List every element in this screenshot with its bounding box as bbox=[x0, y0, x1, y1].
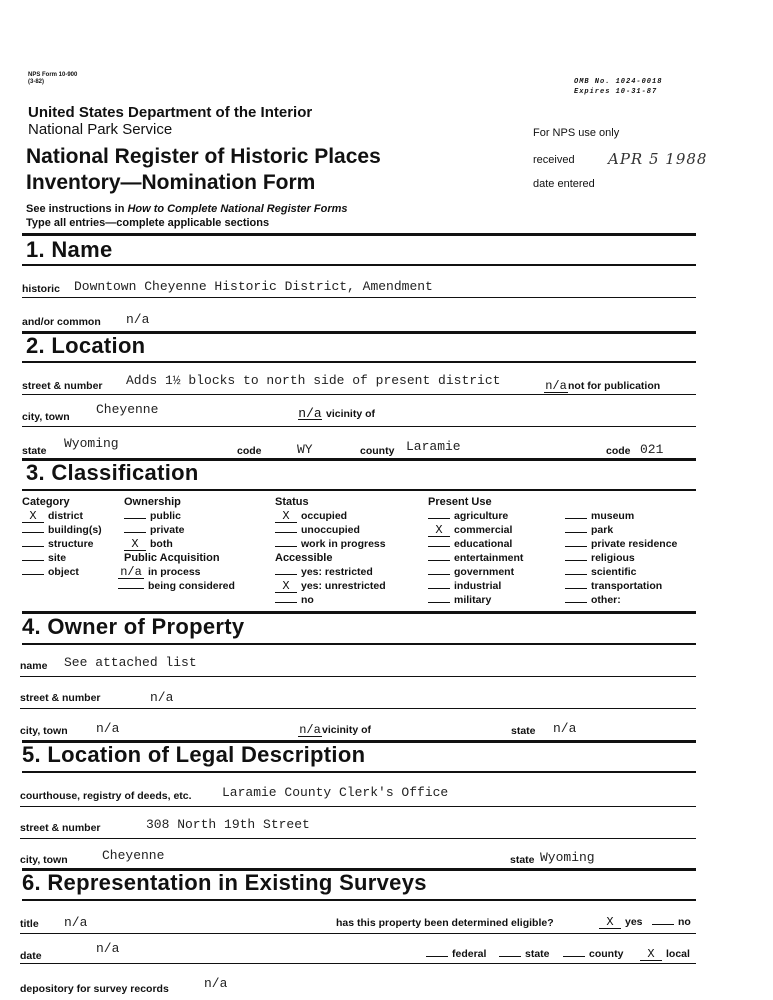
status-unoccupied bbox=[275, 524, 386, 538]
location-city-line bbox=[22, 426, 696, 427]
eligible-no-mark bbox=[652, 924, 674, 925]
survey-county bbox=[563, 948, 623, 960]
use-mark bbox=[428, 574, 450, 575]
acquisition-label: in process bbox=[148, 566, 201, 578]
instructions-prefix: See instructions in bbox=[26, 203, 128, 215]
category-mark bbox=[22, 546, 44, 547]
acquisition-being-considered bbox=[118, 580, 235, 594]
status-work-in-progress bbox=[275, 538, 386, 552]
category-mark bbox=[22, 532, 44, 533]
accessible-head: Accessible bbox=[275, 552, 333, 564]
historic-label: historic bbox=[22, 283, 60, 295]
owner-vicinity-mark: n/a bbox=[299, 723, 321, 737]
survey-title-line bbox=[20, 933, 696, 934]
survey-federal bbox=[426, 948, 486, 960]
use-label: industrial bbox=[454, 580, 502, 592]
present-use-col2 bbox=[565, 510, 677, 608]
use-entertainment bbox=[428, 552, 523, 566]
eligible-yes bbox=[599, 916, 643, 929]
survey-county-mark bbox=[563, 956, 585, 957]
omb-number: OMB No. 1024-0018 bbox=[574, 78, 663, 86]
owner-name-line bbox=[20, 676, 696, 677]
accessible-mark bbox=[275, 602, 297, 603]
not-publication-mark: n/a bbox=[545, 379, 567, 393]
use-mark bbox=[565, 518, 587, 519]
legal-city-label: city, town bbox=[20, 854, 68, 866]
status-mark bbox=[275, 546, 297, 547]
date-entered-label: date entered bbox=[533, 178, 595, 190]
section-1-rule bbox=[22, 233, 696, 236]
location-code-label: code bbox=[237, 445, 262, 457]
use-private-residence bbox=[565, 538, 677, 552]
owner-vicinity-label: vicinity of bbox=[322, 724, 372, 736]
category-label: district bbox=[48, 510, 84, 522]
category-structure bbox=[22, 538, 102, 552]
status-head: Status bbox=[275, 496, 309, 508]
legal-city-value: Cheyenne bbox=[102, 848, 165, 863]
location-city-value: Cheyenne bbox=[96, 402, 159, 417]
use-mark bbox=[428, 602, 450, 603]
received-label: received bbox=[533, 154, 575, 166]
status-list bbox=[275, 510, 386, 552]
use-label: military bbox=[454, 594, 492, 606]
use-agriculture bbox=[428, 510, 523, 524]
use-label: other: bbox=[591, 594, 621, 606]
instructions-italic: How to Complete National Register Forms bbox=[127, 203, 348, 215]
use-mark bbox=[565, 574, 587, 575]
status-mark bbox=[275, 532, 297, 533]
acquisition-head: Public Acquisition bbox=[124, 552, 220, 564]
category-label: site bbox=[48, 552, 67, 564]
category-list bbox=[22, 510, 102, 580]
section-2-title: 2. Location bbox=[26, 333, 146, 358]
location-street-value: Adds 1½ blocks to north side of present district bbox=[126, 373, 501, 388]
eligible-no bbox=[652, 916, 691, 928]
ownership-label: private bbox=[150, 524, 185, 536]
legal-street-label: street & number bbox=[20, 822, 101, 834]
use-park bbox=[565, 524, 677, 538]
section-6-underline bbox=[22, 899, 696, 901]
category-buildings bbox=[22, 524, 102, 538]
status-label: occupied bbox=[301, 510, 348, 522]
use-mark bbox=[565, 560, 587, 561]
owner-city-label: city, town bbox=[20, 725, 68, 737]
status-label: work in progress bbox=[301, 538, 386, 550]
use-mark: X bbox=[428, 525, 450, 537]
category-mark: X bbox=[22, 511, 44, 523]
use-mark bbox=[565, 532, 587, 533]
survey-state-mark bbox=[499, 956, 521, 957]
common-value: n/a bbox=[126, 312, 150, 327]
location-county-label: county bbox=[360, 445, 395, 457]
location-code-value: WY bbox=[297, 442, 313, 457]
use-mark bbox=[565, 546, 587, 547]
section-5-underline bbox=[22, 771, 696, 773]
survey-county-label: county bbox=[589, 948, 624, 960]
accessible-mark: X bbox=[275, 581, 297, 593]
use-commercial bbox=[428, 524, 523, 538]
use-mark bbox=[428, 560, 450, 561]
status-occupied bbox=[275, 510, 386, 524]
use-mark bbox=[428, 588, 450, 589]
owner-street-value: n/a bbox=[150, 690, 174, 705]
status-mark: X bbox=[275, 511, 297, 523]
owner-name-label: name bbox=[20, 660, 48, 672]
category-label: structure bbox=[48, 538, 94, 550]
courthouse-line bbox=[20, 806, 696, 807]
accessible-no bbox=[275, 594, 386, 608]
survey-federal-label: federal bbox=[452, 948, 487, 960]
location-state-label: state bbox=[22, 445, 47, 457]
survey-local-label: local bbox=[666, 948, 690, 960]
section-4-underline bbox=[22, 643, 696, 645]
accessible-label: yes: unrestricted bbox=[301, 580, 386, 592]
use-label: entertainment bbox=[454, 552, 524, 564]
not-publication-label: not for publication bbox=[568, 380, 661, 392]
use-scientific bbox=[565, 566, 677, 580]
legal-state-value: Wyoming bbox=[540, 850, 595, 865]
section-3-underline bbox=[22, 489, 696, 491]
location-vicinity bbox=[298, 408, 375, 420]
section-5-title: 5. Location of Legal Description bbox=[22, 742, 366, 767]
use-label: transportation bbox=[591, 580, 663, 592]
not-for-publication bbox=[544, 380, 660, 393]
survey-state-label: state bbox=[525, 948, 550, 960]
owner-street-label: street & number bbox=[20, 692, 101, 704]
survey-title-label: title bbox=[20, 918, 39, 930]
use-other bbox=[565, 594, 677, 608]
status-label: unoccupied bbox=[301, 524, 360, 536]
accessible-unrestricted bbox=[275, 580, 386, 594]
use-label: agriculture bbox=[454, 510, 509, 522]
section-6-title: 6. Representation in Existing Surveys bbox=[22, 870, 427, 895]
form-title-line1: National Register of Historic Places bbox=[26, 145, 381, 168]
accessible-label: yes: restricted bbox=[301, 566, 373, 578]
category-district bbox=[22, 510, 102, 524]
expires-date: Expires 10-31-87 bbox=[574, 88, 658, 96]
acquisition-list bbox=[118, 566, 235, 594]
nps-use-only: For NPS use only bbox=[533, 127, 620, 139]
use-label: museum bbox=[591, 510, 635, 522]
section-1-title: 1. Name bbox=[26, 237, 113, 262]
category-object bbox=[22, 566, 102, 580]
category-label: object bbox=[48, 566, 79, 578]
legal-state-label: state bbox=[510, 854, 535, 866]
ownership-head: Ownership bbox=[124, 496, 181, 508]
owner-name-value: See attached list bbox=[64, 655, 197, 670]
survey-date-label: date bbox=[20, 950, 42, 962]
survey-federal-mark bbox=[426, 956, 448, 957]
use-mark bbox=[565, 602, 587, 603]
use-religious bbox=[565, 552, 677, 566]
location-vicinity-label: vicinity of bbox=[326, 408, 376, 420]
acquisition-in-process bbox=[118, 566, 235, 580]
ownership-label: public bbox=[150, 510, 181, 522]
location-street-line bbox=[22, 394, 696, 395]
agency-name: National Park Service bbox=[28, 121, 173, 138]
ownership-public bbox=[124, 510, 184, 524]
present-use-head: Present Use bbox=[428, 496, 492, 508]
category-site bbox=[22, 552, 102, 566]
use-label: park bbox=[591, 524, 614, 536]
location-county-value: Laramie bbox=[406, 439, 461, 454]
present-use-col1 bbox=[428, 510, 523, 608]
location-vicinity-mark: n/a bbox=[298, 406, 322, 421]
eligible-yes-mark: X bbox=[599, 917, 621, 929]
form-title-line2: Inventory—Nomination Form bbox=[26, 171, 316, 194]
accessible-mark bbox=[275, 574, 297, 575]
legal-street-line bbox=[20, 838, 696, 839]
category-label: building(s) bbox=[48, 524, 102, 536]
category-mark bbox=[22, 574, 44, 575]
location-code2-value: 021 bbox=[640, 442, 664, 457]
survey-state bbox=[499, 948, 550, 960]
ownership-list bbox=[124, 510, 184, 552]
location-code2-label: code bbox=[606, 445, 631, 457]
accessible-label: no bbox=[301, 594, 314, 606]
use-mark bbox=[428, 546, 450, 547]
category-head: Category bbox=[22, 496, 70, 508]
eligible-no-label: no bbox=[678, 916, 691, 928]
acquisition-label: being considered bbox=[148, 580, 235, 592]
section-1-underline bbox=[22, 264, 696, 266]
owner-vicinity bbox=[298, 724, 371, 737]
accessible-restricted bbox=[275, 566, 386, 580]
department-name: United States Department of the Interior bbox=[28, 104, 313, 121]
acquisition-mark bbox=[118, 588, 144, 589]
location-state-value: Wyoming bbox=[64, 436, 119, 451]
ownership-mark bbox=[124, 518, 146, 519]
accessible-list bbox=[275, 566, 386, 608]
ownership-label: both bbox=[150, 538, 173, 550]
use-government bbox=[428, 566, 523, 580]
owner-street-line bbox=[20, 708, 696, 709]
instructions bbox=[26, 203, 348, 215]
use-industrial bbox=[428, 580, 523, 594]
use-label: scientific bbox=[591, 566, 637, 578]
use-educational bbox=[428, 538, 523, 552]
use-label: private residence bbox=[591, 538, 678, 550]
ownership-mark: X bbox=[124, 539, 146, 551]
use-military bbox=[428, 594, 523, 608]
location-city-label: city, town bbox=[22, 411, 70, 423]
historic-value: Downtown Cheyenne Historic District, Amendment bbox=[74, 279, 433, 294]
ownership-private bbox=[124, 524, 184, 538]
depository-label: depository for survey records bbox=[20, 983, 169, 995]
instructions-line2: Type all entries—complete applicable sections bbox=[26, 217, 270, 229]
use-label: educational bbox=[454, 538, 513, 550]
use-label: religious bbox=[591, 552, 635, 564]
owner-city-value: n/a bbox=[96, 721, 120, 736]
use-label: government bbox=[454, 566, 515, 578]
survey-title-value: n/a bbox=[64, 915, 88, 930]
legal-street-value: 308 North 19th Street bbox=[146, 817, 310, 832]
survey-date-value: n/a bbox=[96, 941, 120, 956]
section-4-title: 4. Owner of Property bbox=[22, 614, 245, 639]
section-2-underline bbox=[22, 361, 696, 363]
use-mark bbox=[428, 518, 450, 519]
survey-date-line bbox=[20, 963, 696, 964]
ownership-mark bbox=[124, 532, 146, 533]
received-stamp: APR 5 1988 bbox=[608, 150, 708, 168]
survey-local bbox=[640, 948, 690, 961]
form-date: (3-82) bbox=[28, 79, 45, 85]
eligible-yes-label: yes bbox=[625, 916, 643, 928]
historic-line bbox=[22, 297, 696, 298]
acquisition-mark: n/a bbox=[118, 567, 144, 579]
common-label: and/or common bbox=[22, 316, 101, 328]
eligible-question: has this property been determined eligible? bbox=[336, 917, 554, 929]
ownership-both bbox=[124, 538, 184, 552]
location-street-label: street & number bbox=[22, 380, 103, 392]
survey-local-mark: X bbox=[640, 949, 662, 961]
use-transportation bbox=[565, 580, 677, 594]
use-museum bbox=[565, 510, 677, 524]
owner-state-value: n/a bbox=[553, 721, 577, 736]
depository-value: n/a bbox=[204, 976, 228, 991]
courthouse-label: courthouse, registry of deeds, etc. bbox=[20, 790, 192, 802]
owner-state-label: state bbox=[511, 725, 536, 737]
form-number: NPS Form 10-900 bbox=[28, 72, 78, 78]
courthouse-value: Laramie County Clerk's Office bbox=[222, 785, 449, 800]
use-mark bbox=[565, 588, 587, 589]
use-label: commercial bbox=[454, 524, 513, 536]
category-mark bbox=[22, 560, 44, 561]
section-3-title: 3. Classification bbox=[26, 460, 199, 485]
